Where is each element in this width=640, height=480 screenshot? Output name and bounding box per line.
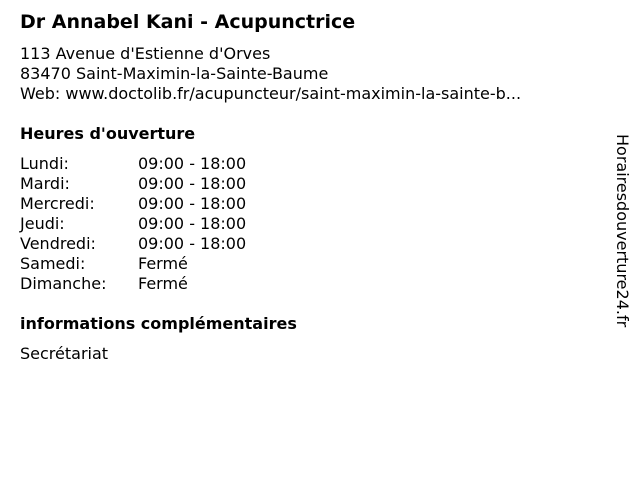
web-link[interactable]: Web: www.doctolib.fr/acupuncteur/saint-maximin-la-sainte-b... bbox=[20, 84, 522, 103]
opening-hours-table bbox=[20, 154, 246, 294]
time-value: 09:00 - 18:00 bbox=[138, 194, 247, 213]
time-value: Fermé bbox=[138, 274, 188, 293]
additional-info-heading: informations complémentaires bbox=[20, 314, 297, 333]
watermark-text: Horairesdouverture24.fr bbox=[613, 134, 632, 328]
hours-row bbox=[20, 234, 246, 254]
day-label: Mercredi: bbox=[20, 194, 95, 213]
hours-row bbox=[20, 154, 246, 174]
site-watermark bbox=[612, 134, 632, 344]
street-address: 113 Avenue d'Estienne d'Orves bbox=[20, 44, 271, 63]
day-label: Vendredi: bbox=[20, 234, 96, 253]
day-label: Mardi: bbox=[20, 174, 70, 193]
opening-hours-heading: Heures d'ouverture bbox=[20, 124, 196, 143]
hours-row bbox=[20, 254, 246, 274]
page-title: Dr Annabel Kani - Acupunctrice bbox=[20, 11, 356, 33]
hours-row bbox=[20, 274, 246, 294]
time-value: 09:00 - 18:00 bbox=[138, 234, 247, 253]
day-label: Jeudi: bbox=[20, 214, 65, 233]
hours-row bbox=[20, 194, 246, 214]
address-block bbox=[20, 44, 521, 104]
time-value: 09:00 - 18:00 bbox=[138, 214, 247, 233]
day-label: Samedi: bbox=[20, 254, 86, 273]
day-label: Dimanche: bbox=[20, 274, 107, 293]
time-value: Fermé bbox=[138, 254, 188, 273]
city-address: 83470 Saint-Maximin-la-Sainte-Baume bbox=[20, 64, 329, 83]
time-value: 09:00 - 18:00 bbox=[138, 154, 247, 173]
day-label: Lundi: bbox=[20, 154, 69, 173]
hours-row bbox=[20, 214, 246, 234]
time-value: 09:00 - 18:00 bbox=[138, 174, 247, 193]
additional-info-text: Secrétariat bbox=[20, 344, 109, 363]
hours-row bbox=[20, 174, 246, 194]
